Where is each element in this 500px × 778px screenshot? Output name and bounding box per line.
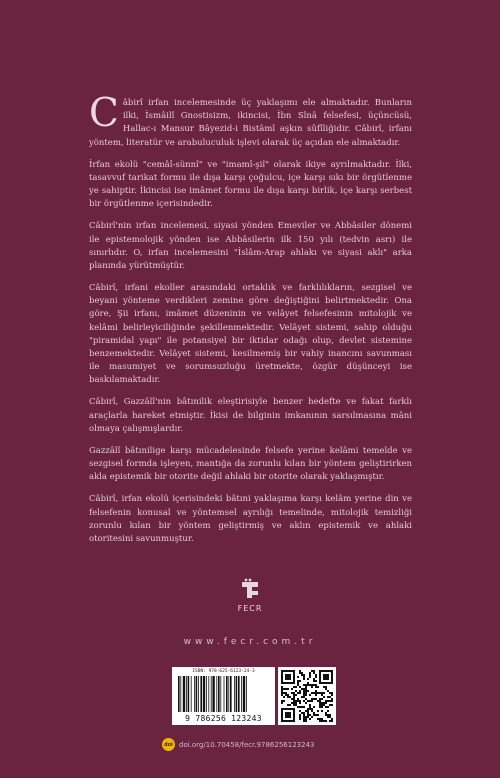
isbn-barcode [172,667,275,725]
fecr-logo-icon [237,578,263,602]
barcode-icon [178,676,269,712]
publisher-website: www.fecr.com.tr [183,637,317,647]
isbn-digits: 9 786256 123243 [185,714,262,723]
blurb-paragraph-1 [89,91,412,150]
qr-code [278,667,336,725]
isbn-label: ISBN: 978-625-6123-24-3 [192,669,255,674]
doi-badge-icon: doi [162,738,175,751]
blurb-text [89,91,412,555]
qr-code-icon [281,670,333,722]
blurb-paragraph-4: Câbirî, irfani ekoller arasındaki ortaklık ve farklılıkların, sezgisel ve beyani yönteme verdikleri zemine göre değiştiğini belirtmektedir. Ona göre, Şii irfanı, imâmet düzeninin ve velâyet felsefesinin mitolojik ve kelâmi belirleyiciliğinde şekillenmektedir. Velâyet sistemi, sahip olduğu "piramidal yapı" ile potansiyel bir iktidar odağı olup, devlet sistemine benzemektedir. Velâyet sistemi, kesilmemiş bir vahiy inancını savunması ile masumiyet ve sorumsuzluğu üretmekte, özgür düşünceyi ise baskılamaktadır. [89,283,412,386]
blurb-paragraph-3: Câbirî'nin irfan incelemesi, siyasi yönden Emeviler ve Abbâsiler dönemi ile epistemolojik yönden ise Abbâsilerin ilk 150 yılı (tedvin asrı) ile sınırlıdır. O, irfan incelemesini "İslâm-Arap ahlakı ve siyasi aklı" arka planında yürütmüştür. [89,221,412,271]
publisher-logo [226,578,274,613]
doi-line [162,738,314,751]
blurb-paragraph-2: İrfan ekolü "cemâî-sünnî" ve "imamî-şiî" olarak ikiye ayrılmaktadır. İlki, tasavvuf tarikat formu ile dışa karşı çoğulcu, içe karşı sıkı bir örgütlenme ye sahiptir. İkincisi ise imâmet formu ile dışa karşı birlik, içe karşı serbest bir örgütlenme içerisindedir. [89,159,412,210]
publisher-name: FECR [237,604,263,613]
drop-cap: C [89,91,119,136]
blurb-paragraph-6: Gazzâlî bâtınilige karşı mücadelesinde felsefe yerine kelâmi temelde ve sezgisel formda işleyen, mantığa da zorunlu kılan bir yöntem geliştirirken akla epistemik bir otorite değil ahlaki bir otorite olarak yaklaşmıştır. [89,445,412,483]
blurb-paragraph-7: Câbirî, irfan ekolü içerisindeki bâtıni yaklaşıma karşı kelâm yerine din ve felsefenin konusal ve yöntemsel ayrılığı temelinde, mitolojik temizliği zorunlu kılan bir yöntem geliştirmiş ve aklın epistemik ve ahlaki otoritesini savunmuştur. [89,494,412,544]
blurb-paragraph-5: Câbirî, Gazzâlî'nin bâtınilik eleştirisiyle benzer hedefte ve fakat farklı araçlarla hareket etmiştir. İkisi de bilginin imkanının sarsılmasına mâni olmaya çalışmışlardır. [89,397,412,434]
doi-text: doi.org/10.70458/fecr.9786256123243 [179,740,315,749]
blurb-paragraph-1-text: âbirî irfan incelemesinde üç yaklaşımı ele almaktadır. Bunların ilki, İsmâilî Gnostisizm, ikincisi, İbn Sînâ felsefesi, üçüncüsü, Hallac-ı Mansur Bâyezid-i Bistâmî aşkın sûfîliğidir. Câbirî, irfanı yöntem, literatür ve arabuluculuk işlevi olarak üç açıdan ele almaktadır. [89,98,412,148]
